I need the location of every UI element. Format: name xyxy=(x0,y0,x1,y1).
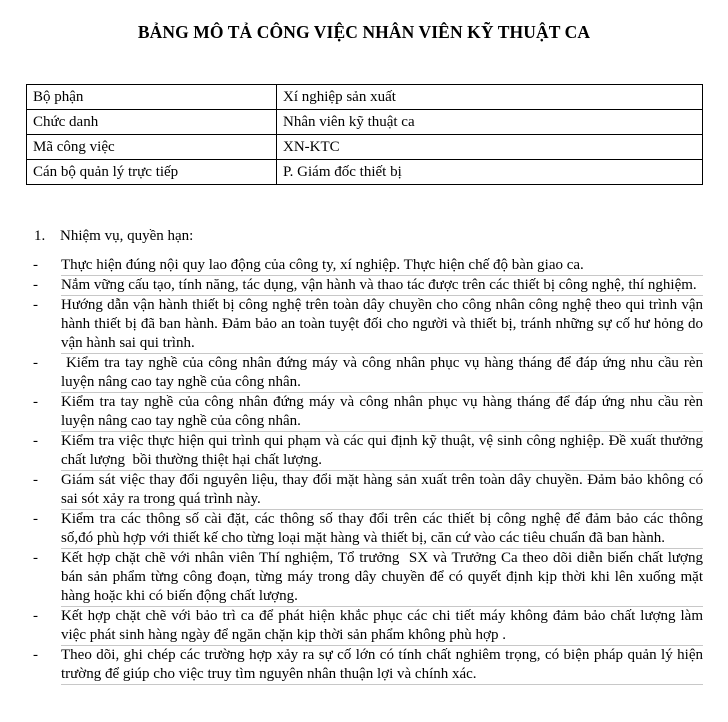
bullet-dash: - xyxy=(33,472,38,488)
bullet-dash: - xyxy=(33,608,38,624)
section-title: Nhiệm vụ, quyền hạn: xyxy=(60,228,194,244)
duty-text: Kiểm tra việc thực hiện qui trình qui phạm và các qui định kỹ thuật, vệ sinh công nghiệp. Đề xuất thưởng chất lượng bồi thường thiệt hại chất lượng. xyxy=(61,432,703,471)
duty-text: Hướng dẫn vận hành thiết bị công nghệ trên toàn dây chuyền cho công nhân công nghệ theo qui trình vận hành thiết bị đã ban hành. Đảm bảo an toàn tuyệt đối cho người và thiết bị, tránh những sự cố hư hỏng do vận hành sai qui trình. xyxy=(61,296,703,354)
info-key: Cán bộ quản lý trực tiếp xyxy=(27,160,277,185)
duty-text: Kết hợp chặt chẽ với nhân viên Thí nghiệm, Tổ trưởng SX và Trưởng Ca theo dõi diễn biến chất lượng bán sản phẩm từng công đoạn, từng máy trong dây chuyền để có quyết định kịp thời khi lên xuống mặt hàng hoặc khi có biến động chất lượng. xyxy=(61,549,703,607)
bullet-dash: - xyxy=(33,647,38,663)
list-item xyxy=(33,256,703,276)
bullet-dash: - xyxy=(33,394,38,410)
list-item xyxy=(33,607,703,646)
document-title: BẢNG MÔ TẢ CÔNG VIỆC NHÂN VIÊN KỸ THUẬT CA xyxy=(137,22,591,42)
duty-text: Thực hiện đúng nội quy lao động của công ty, xí nghiệp. Thực hiện chế độ bàn giao ca. xyxy=(61,256,703,276)
info-value: Nhân viên kỹ thuật ca xyxy=(277,110,703,135)
bullet-dash: - xyxy=(33,355,38,371)
info-value: P. Giám đốc thiết bị xyxy=(277,160,703,185)
duty-text: Kiểm tra tay nghề của công nhân đứng máy và công nhân phục vụ hàng tháng để đáp ứng nhu cầu rèn luyện nâng cao tay nghề của công nhân. xyxy=(61,393,703,432)
bullet-dash: - xyxy=(33,433,38,449)
section-heading xyxy=(34,228,193,245)
bullet-dash: - xyxy=(33,257,38,273)
duty-text: Kiểm tra các thông số cài đặt, các thông số thay đổi trên các thiết bị công nghệ để đảm bảo các thông số,đó phù hợp với thiết kế cho từng loại mặt hàng và thiết bị, căn cứ vào các tiêu chuẩn đã ban hành. xyxy=(61,510,703,549)
info-table xyxy=(26,84,703,185)
list-item xyxy=(33,646,703,685)
info-key: Chức danh xyxy=(27,110,277,135)
list-item xyxy=(33,510,703,549)
list-item xyxy=(33,432,707,471)
duty-list xyxy=(33,256,707,685)
bullet-dash: - xyxy=(33,297,38,313)
info-key: Mã công việc xyxy=(27,135,277,160)
info-key: Bộ phận xyxy=(27,85,277,110)
info-value: Xí nghiệp sản xuất xyxy=(277,85,703,110)
list-item xyxy=(33,549,707,607)
duty-text: Giám sát việc thay đổi nguyên liệu, thay đổi mặt hàng sản xuất trên toàn dây chuyền. Đảm bảo không có sai sót xảy ra trong quá trình này. xyxy=(61,471,703,510)
table-row xyxy=(27,135,703,160)
duty-text: Kiểm tra tay nghề của công nhân đứng máy và công nhân phục vụ hàng tháng để đáp ứng nhu cầu rèn luyện nâng cao tay nghề của công nhân. xyxy=(61,354,703,393)
list-item xyxy=(33,354,707,393)
bullet-dash: - xyxy=(33,277,38,293)
duty-text: Kết hợp chặt chẽ với bảo trì ca để phát hiện khắc phục các chi tiết máy không đảm bảo chất lượng làm việc phát sinh hàng ngày để ngăn chặn kịp thời sản phẩm không phù hợp . xyxy=(61,607,703,646)
info-value: XN-KTC xyxy=(277,135,703,160)
list-item xyxy=(33,471,703,510)
table-row xyxy=(27,160,703,185)
bullet-dash: - xyxy=(33,511,38,527)
list-item xyxy=(33,296,703,354)
list-item xyxy=(33,393,703,432)
table-row xyxy=(27,85,703,110)
bullet-dash: - xyxy=(33,550,38,566)
duty-text: Theo dõi, ghi chép các trường hợp xảy ra sự cố lớn có tính chất nghiêm trọng, có biện pháp quản lý hiện trường để giúp cho việc truy tìm nguyên nhân thuận lợi và chính xác. xyxy=(61,646,703,685)
table-row xyxy=(27,110,703,135)
section-number: 1. xyxy=(34,228,46,244)
duty-text: Nắm vững cấu tạo, tính năng, tác dụng, vận hành và thao tác được trên các thiết bị công nghệ, thí nghiệm. xyxy=(61,276,703,296)
list-item xyxy=(33,276,703,296)
